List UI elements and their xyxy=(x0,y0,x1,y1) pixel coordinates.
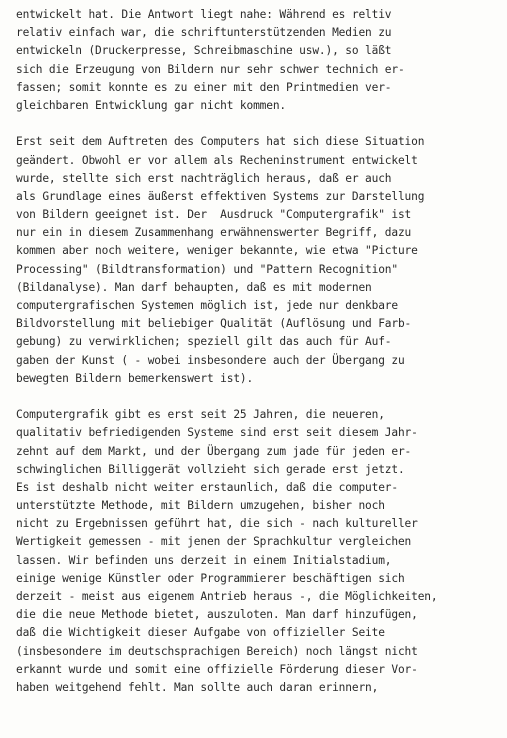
text-line: einige wenige Künstler oder Programmierer beschäftigen sich xyxy=(16,571,405,585)
text-line: (Bildanalyse). Man darf behaupten, daß es mit modernen xyxy=(16,280,372,294)
text-line: zehnt auf dem Markt, und der Übergang zum jade für jeden er- xyxy=(16,444,412,458)
text-line: schwinglichen Billiggerät vollzieht sich gerade erst jetzt. xyxy=(16,462,405,476)
text-line: geändert. Obwohl er vor allem als Recheninstrument entwickelt xyxy=(16,153,418,167)
text-line: von Bildern geeignet ist. Der Ausdruck "Computergrafik" ist xyxy=(16,208,412,222)
text-line: qualitativ befriedigenden Systeme sind erst seit diesem Jahr- xyxy=(16,426,418,440)
text-line: gaben der Kunst ( - wobei insbesondere auch der Übergang zu xyxy=(16,353,405,367)
text-line: haben weitgehend fehlt. Man sollte auch daran erinnern, xyxy=(16,680,379,694)
text-line: nur ein in diesem Zusammenhang erwähnenswerter Begriff, dazu xyxy=(16,226,412,240)
text-line: nicht zu Ergebnissen geführt hat, die sich - nach kultureller xyxy=(16,517,418,531)
typewritten-text xyxy=(16,6,506,697)
text-line: sich die Erzeugung von Bildern nur sehr schwer technich er- xyxy=(16,62,405,76)
text-line: lassen. Wir befinden uns derzeit in einem Initialstadium, xyxy=(16,553,392,567)
text-line: gleichbaren Entwicklung gar nicht kommen. xyxy=(16,98,287,112)
text-line: entwickelt hat. Die Antwort liegt nahe: Während es reltiv xyxy=(16,8,392,21)
text-line: (insbesondere im deutschsprachigen Bereich) noch längst nicht xyxy=(16,644,418,658)
text-line: bewegten Bildern bemerkenswert ist). xyxy=(16,371,254,385)
paragraph-1 xyxy=(16,6,506,115)
text-line: Wertigkeit gemessen - mit jenen der Sprachkultur vergleichen xyxy=(16,535,412,549)
text-line: als Grundlage eines äußerst effektiven Systems zur Darstellung xyxy=(16,189,425,203)
paragraph-2 xyxy=(16,133,506,388)
text-line: erkannt wurde und somit eine offizielle Förderung dieser Vor- xyxy=(16,662,418,676)
text-line: computergrafischen Systemen möglich ist, jede nur denkbare xyxy=(16,299,398,312)
text-line: gebung) zu verwirklichen; speziell gilt das auch für Auf- xyxy=(16,335,392,349)
text-line: Bildvorstellung mit beliebiger Qualität (Auflösung und Farb- xyxy=(16,317,412,331)
text-line: kommen aber noch weitere, weniger bekannte, wie etwa "Picture xyxy=(16,244,418,258)
paragraph-3 xyxy=(16,406,506,697)
text-line: fassen; somit konnte es zu einer mit den Printmedien ver- xyxy=(16,80,392,94)
text-line: wurde, stellte sich erst nachträglich heraus, daß er auch xyxy=(16,171,392,185)
text-line: daß die Wichtigkeit dieser Aufgabe von offizieller Seite xyxy=(16,626,385,640)
text-line: relativ einfach war, die schriftunterstützenden Medien zu xyxy=(16,26,392,40)
text-line: Erst seit dem Auftreten des Computers hat sich diese Situation xyxy=(16,135,425,149)
text-line: derzeit - meist aus eigenem Antrieb heraus -, die Möglichkeiten, xyxy=(16,590,438,603)
text-line: Processing" (Bildtransformation) und "Pattern Recognition" xyxy=(16,262,398,276)
text-line: Computergrafik gibt es erst seit 25 Jahren, die neueren, xyxy=(16,408,385,422)
text-line: entwickeln (Druckerpresse, Schreibmaschine usw.), so läßt xyxy=(16,44,392,58)
text-line: unterstützte Methode, mit Bildern umzugehen, bisher noch xyxy=(16,499,385,513)
text-line: Es ist deshalb nicht weiter erstaunlich, daß die computer- xyxy=(16,480,398,494)
text-line: die die neue Methode bietet, auszuloten. Man darf hinzufügen, xyxy=(16,608,418,622)
